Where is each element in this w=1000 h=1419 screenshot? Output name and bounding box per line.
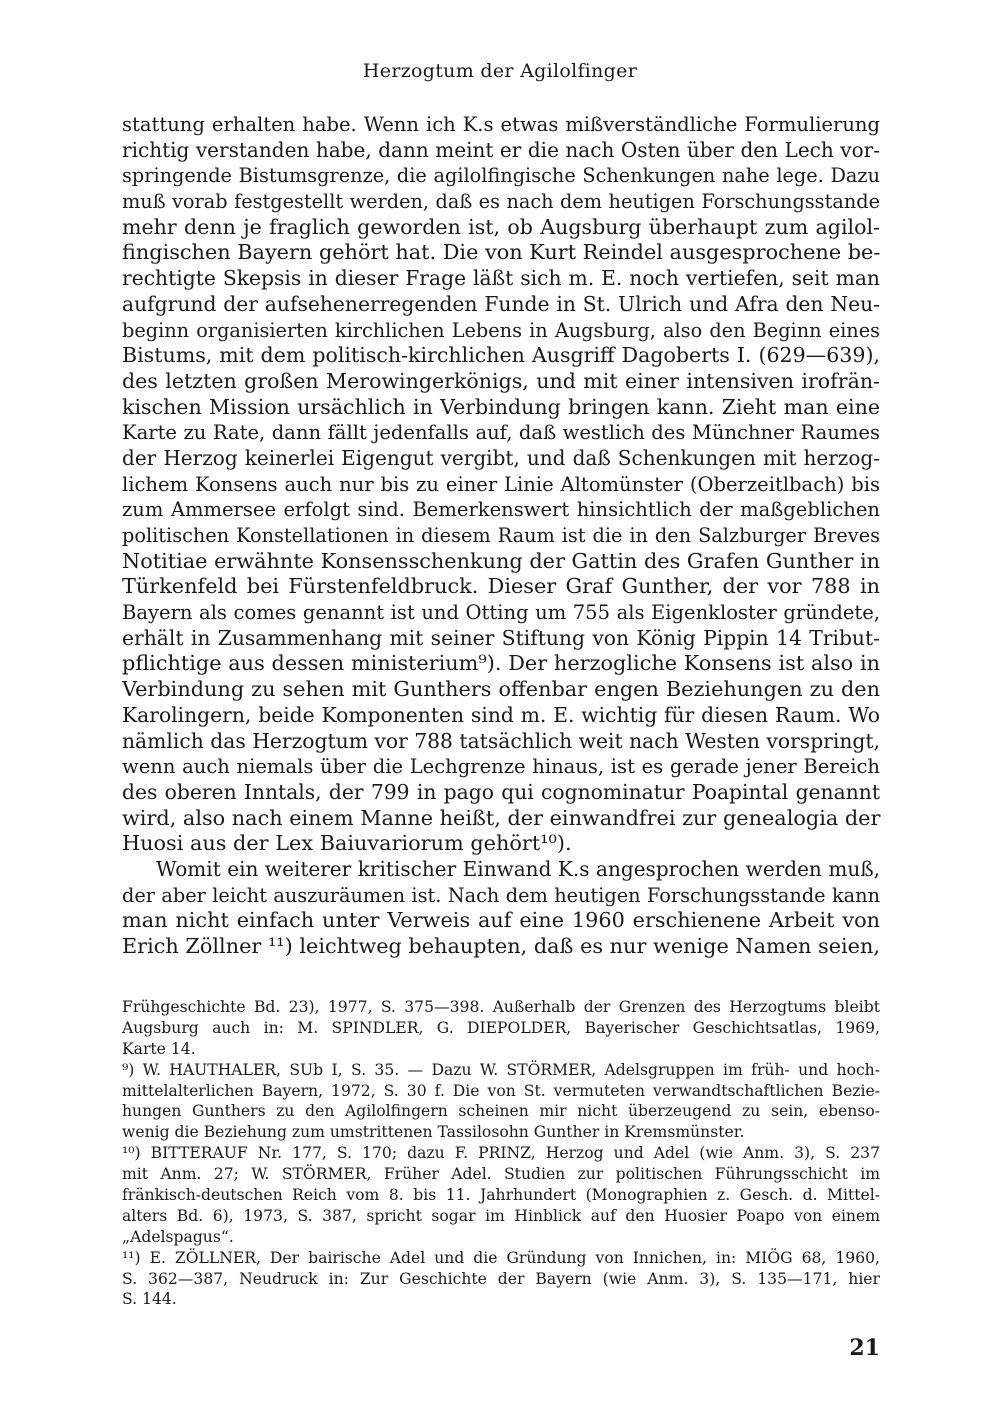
text-line: wird, also nach einem Manne heißt, der einwandfrei zur genealogia der: [122, 805, 881, 830]
text-line: Womit ein weiterer kritischer Einwand K.s angesprochen werden muß,: [156, 856, 880, 881]
footnote-line: Frühgeschichte Bd. 23), 1977, S. 375—398. Außerhalb der Grenzen des Herzogtums bleibt: [122, 998, 880, 1016]
text-line: politischen Konstellationen in diesem Raum ist die in den Salzburger Breves: [122, 524, 880, 547]
text-line: Verbindung zu sehen mit Gunthers offenbar engen Beziehungen zu den: [122, 677, 880, 702]
text-line: fingischen Bayern gehört hat. Die von Kurt Reindel ausgesprochene be-: [122, 240, 881, 265]
footnote-line: hungen Gunthers zu den Agilolfingern scheinen mir nicht überzeugend zu sein, ebenso-: [122, 1102, 880, 1121]
footnote-line: ¹⁰) BITTERAUF Nr. 177, S. 170; dazu F. PRINZ, Herzog und Adel (wie Anm. 3), S. 237: [122, 1144, 880, 1163]
text-line: richtig verstanden habe, dann meint er die nach Osten über den Lech vor-: [122, 137, 880, 162]
text-line: der aber leicht auszuräumen ist. Nach dem heutigen Forschungsstande kann: [122, 883, 880, 907]
text-line: der Herzog keinerlei Eigengut vergibt, und daß Schenkungen mit herzog-: [122, 445, 880, 470]
footnote-line: fränkisch-deutschen Reich vom 8. bis 11. Jahrhundert (Monographien z. Gesch. d. Mittel-: [122, 1186, 880, 1205]
text-line: Karolingern, beide Komponenten sind m. E. wichtig für diesen Raum. Wo: [122, 702, 880, 727]
main-text: [122, 112, 880, 960]
footnote-line: „Adelspagus“.: [122, 1227, 234, 1246]
text-line: wenn auch niemals über die Lechgrenze hinaus, ist es gerade jener Bereich: [122, 755, 880, 779]
text-line: Bistums, mit dem politisch-kirchlichen Ausgriff Dagoberts I. (629—639),: [122, 343, 880, 368]
text-line: zum Ammersee erfolgt sind. Bemerkenswert hinsichtlich der maßgeblichen: [122, 498, 880, 522]
text-line: Erich Zöllner ¹¹) leichtweg behaupten, daß es nur wenige Namen seien,: [122, 934, 880, 958]
footnotes: [122, 997, 880, 1310]
text-line: muß vorab festgestellt werden, daß es nach dem heutigen Forschungsstande: [122, 190, 880, 214]
page-number: 21: [849, 1335, 880, 1361]
text-line: mehr denn je fraglich geworden ist, ob Augsburg überhaupt zum agilol-: [122, 214, 880, 239]
running-head: Herzogtum der Agilolfinger: [362, 60, 638, 82]
text-line: Bayern als comes genannt ist und Otting um 755 als Eigenkloster gründete,: [122, 601, 880, 625]
footnote-line: S. 362—387, Neudruck in: Zur Geschichte der Bayern (wie Anm. 3), S. 135—171, hier: [122, 1269, 880, 1288]
text-line: erhält in Zusammenhang mit seiner Stiftung von König Pippin 14 Tribut-: [122, 625, 880, 650]
footnote-line: Karte 14.: [122, 1039, 196, 1058]
text-line: des oberen Inntals, der 799 in pago qui cognominatur Poapintal genannt: [122, 779, 880, 804]
text-line: Karte zu Rate, dann fällt jedenfalls auf, daß westlich des Münchner Raumes: [122, 421, 880, 445]
text-line: beginn organisierten kirchlichen Lebens in Augsburg, also den Beginn eines: [122, 318, 880, 342]
text-line: Notitiae erwähnte Konsensschenkung der Gattin des Grafen Gunther in: [122, 548, 880, 573]
text-line: pflichtige aus dessen ministerium⁹). Der herzogliche Konsens ist also in: [122, 651, 880, 676]
text-line: kischen Mission ursächlich in Verbindung bringen kann. Zieht man eine: [122, 394, 880, 419]
footnote-line: ¹¹) E. ZÖLLNER, Der bairische Adel und die Gründung von Innichen, in: MIÖG 68, 1960,: [122, 1248, 880, 1267]
footnote-line: wenig die Beziehung zum umstrittenen Tassilosohn Gunther in Kremsmünster.: [122, 1123, 745, 1142]
footnote-line: S. 144.: [122, 1290, 177, 1309]
text-line: Huosi aus der Lex Baiuvariorum gehört¹⁰).: [122, 831, 572, 856]
text-line: aufgrund der aufsehenerregenden Funde in St. Ulrich und Afra den Neu-: [122, 291, 880, 316]
text-line: des letzten großen Merowingerkönigs, und mit einer intensiven irofrän-: [122, 368, 880, 393]
text-line: springende Bistumsgrenze, die agilolfingische Schenkungen nahe lege. Dazu: [122, 164, 880, 188]
footnote-line: ⁹) W. HAUTHALER, SUb I, S. 35. — Dazu W. STÖRMER, Adelsgruppen im früh- und hoch-: [122, 1060, 880, 1079]
text-line: rechtigte Skepsis in dieser Frage läßt sich m. E. noch vertiefen, seit man: [122, 266, 880, 291]
footnote-line: mit Anm. 27; W. STÖRMER, Früher Adel. Studien zur politischen Führungsschicht im: [122, 1165, 880, 1184]
text-line: Türkenfeld bei Fürstenfeldbruck. Dieser Graf Gunther, der vor 788 in: [122, 574, 880, 599]
footnote-line: alters Bd. 6), 1973, S. 387, spricht sogar im Hinblick auf den Huosier Poapo von einem: [122, 1206, 880, 1225]
text-line: lichem Konsens auch nur bis zu einer Linie Altomünster (Oberzeitlbach) bis: [122, 472, 880, 496]
text-line: man nicht einfach unter Verweis auf eine 1960 erschienene Arbeit von: [122, 908, 880, 933]
text-line: stattung erhalten habe. Wenn ich K.s etwas mißverständliche Formulierung: [122, 113, 880, 136]
footnote-line: mittelalterlichen Bayern, 1972, S. 30 f. Die von St. vermuteten verwandtschaftlichen Bezie-: [122, 1081, 880, 1100]
footnote-line: Augsburg auch in: M. SPINDLER, G. DIEPOLDER, Bayerischer Geschichtsatlas, 1969,: [122, 1018, 880, 1037]
text-line: nämlich das Herzogtum vor 788 tatsächlich weit nach Westen vorspringt,: [122, 728, 880, 753]
